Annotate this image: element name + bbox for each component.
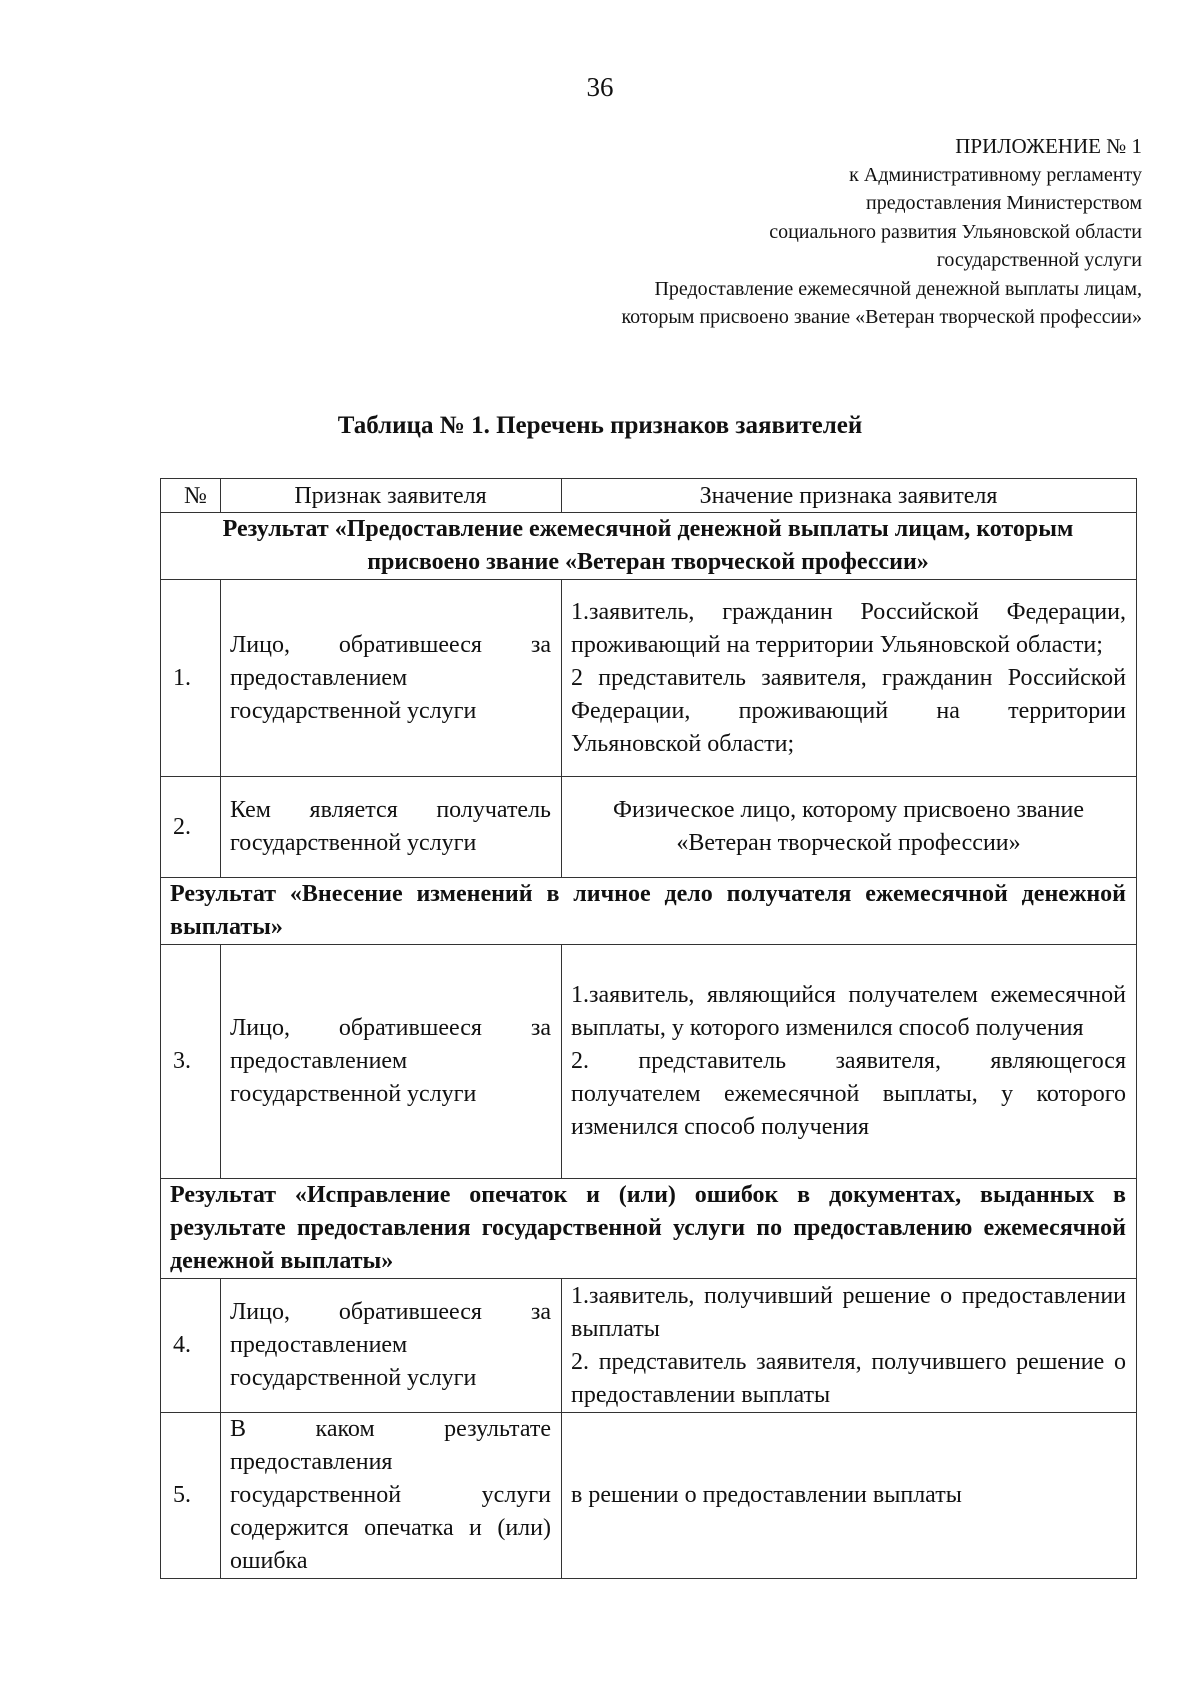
appendix-line: которым присвоено звание «Ветеран творческой профессии»: [621, 306, 1142, 328]
row-value-item: 1.заявитель, гражданин Российской Федерации, проживающий на территории Ульяновской области;: [571, 598, 1126, 658]
table-row: [161, 1279, 1137, 1413]
row-sign: Лицо, обратившееся за предоставлением государственной услуги: [221, 580, 562, 777]
table-row: [161, 777, 1137, 878]
table-title: Таблица № 1. Перечень признаков заявителей: [337, 412, 863, 439]
appendix-line: Предоставление ежемесячной денежной выплаты лицам,: [654, 277, 1142, 300]
row-number: 4.: [161, 1279, 221, 1413]
page-number: 36: [586, 72, 614, 102]
row-number: 3.: [161, 945, 221, 1179]
appendix-line: к Административному регламенту: [849, 163, 1142, 186]
row-value: [562, 777, 1137, 878]
row-value-item: 2. представитель заявителя, являющегося получателем ежемесячной выплаты, у которого изменился способ получения: [571, 1048, 1126, 1140]
appendix-line: предоставления Министерством: [866, 192, 1142, 214]
appendix-line: социального развития Ульяновской области: [769, 220, 1142, 243]
table-header-row: [161, 479, 1137, 513]
table-row: [161, 1413, 1137, 1579]
result-row: [161, 1179, 1137, 1279]
row-value-item: в решении о предоставлении выплаты: [571, 1482, 962, 1508]
appendix-header: [462, 132, 1142, 332]
row-value-item: 1.заявитель, получивший решение о предоставлении выплаты: [571, 1282, 1126, 1342]
row-value: [562, 1279, 1137, 1413]
row-value: [562, 945, 1137, 1179]
appendix-line: государственной услуги: [936, 249, 1142, 271]
row-number: 2.: [161, 777, 221, 878]
table-row: [161, 945, 1137, 1179]
header-sign: Признак заявителя: [221, 479, 562, 513]
result-title: Результат «Исправление опечаток и (или) ошибок в документах, выданных в результате предоставления государственной услуги по предоставлению ежемесячной денежной выплаты»: [161, 1179, 1137, 1279]
row-sign: В каком результате предоставления государственной услуги содержится опечатка и (или) ошибка: [221, 1413, 562, 1579]
row-value: [562, 1413, 1137, 1579]
row-sign: Лицо, обратившееся за предоставлением государственной услуги: [221, 945, 562, 1179]
row-value-item: 1.заявитель, являющийся получателем ежемесячной выплаты, у которого изменился способ получения: [571, 982, 1126, 1041]
row-number: 5.: [161, 1413, 221, 1579]
row-number: 1.: [161, 580, 221, 777]
applicant-signs-table: [160, 478, 1137, 1579]
result-row: [161, 513, 1137, 580]
row-sign: Кем является получатель государственной услуги: [221, 777, 562, 878]
result-row: [161, 878, 1137, 945]
row-value-item: 2. представитель заявителя, получившего решение о предоставлении выплаты: [571, 1348, 1126, 1408]
row-value: [562, 580, 1137, 777]
result-title: Результат «Предоставление ежемесячной денежной выплаты лицам, которым присвоено звание «Ветеран творческой профессии»: [161, 513, 1137, 580]
row-value-item: Физическое лицо, которому присвоено звание «Ветеран творческой профессии»: [613, 797, 1084, 856]
table-row: [161, 580, 1137, 777]
appendix-line: ПРИЛОЖЕНИЕ № 1: [955, 134, 1142, 158]
result-title: Результат «Внесение изменений в личное дело получателя ежемесячной денежной выплаты»: [161, 878, 1137, 945]
row-value-item: 2 представитель заявителя, гражданин Российской Федерации, проживающий на территории Ульяновской области;: [571, 664, 1126, 757]
row-sign: Лицо, обратившееся за предоставлением государственной услуги: [221, 1279, 562, 1413]
header-value: Значение признака заявителя: [562, 479, 1137, 513]
header-number: №: [161, 479, 221, 513]
